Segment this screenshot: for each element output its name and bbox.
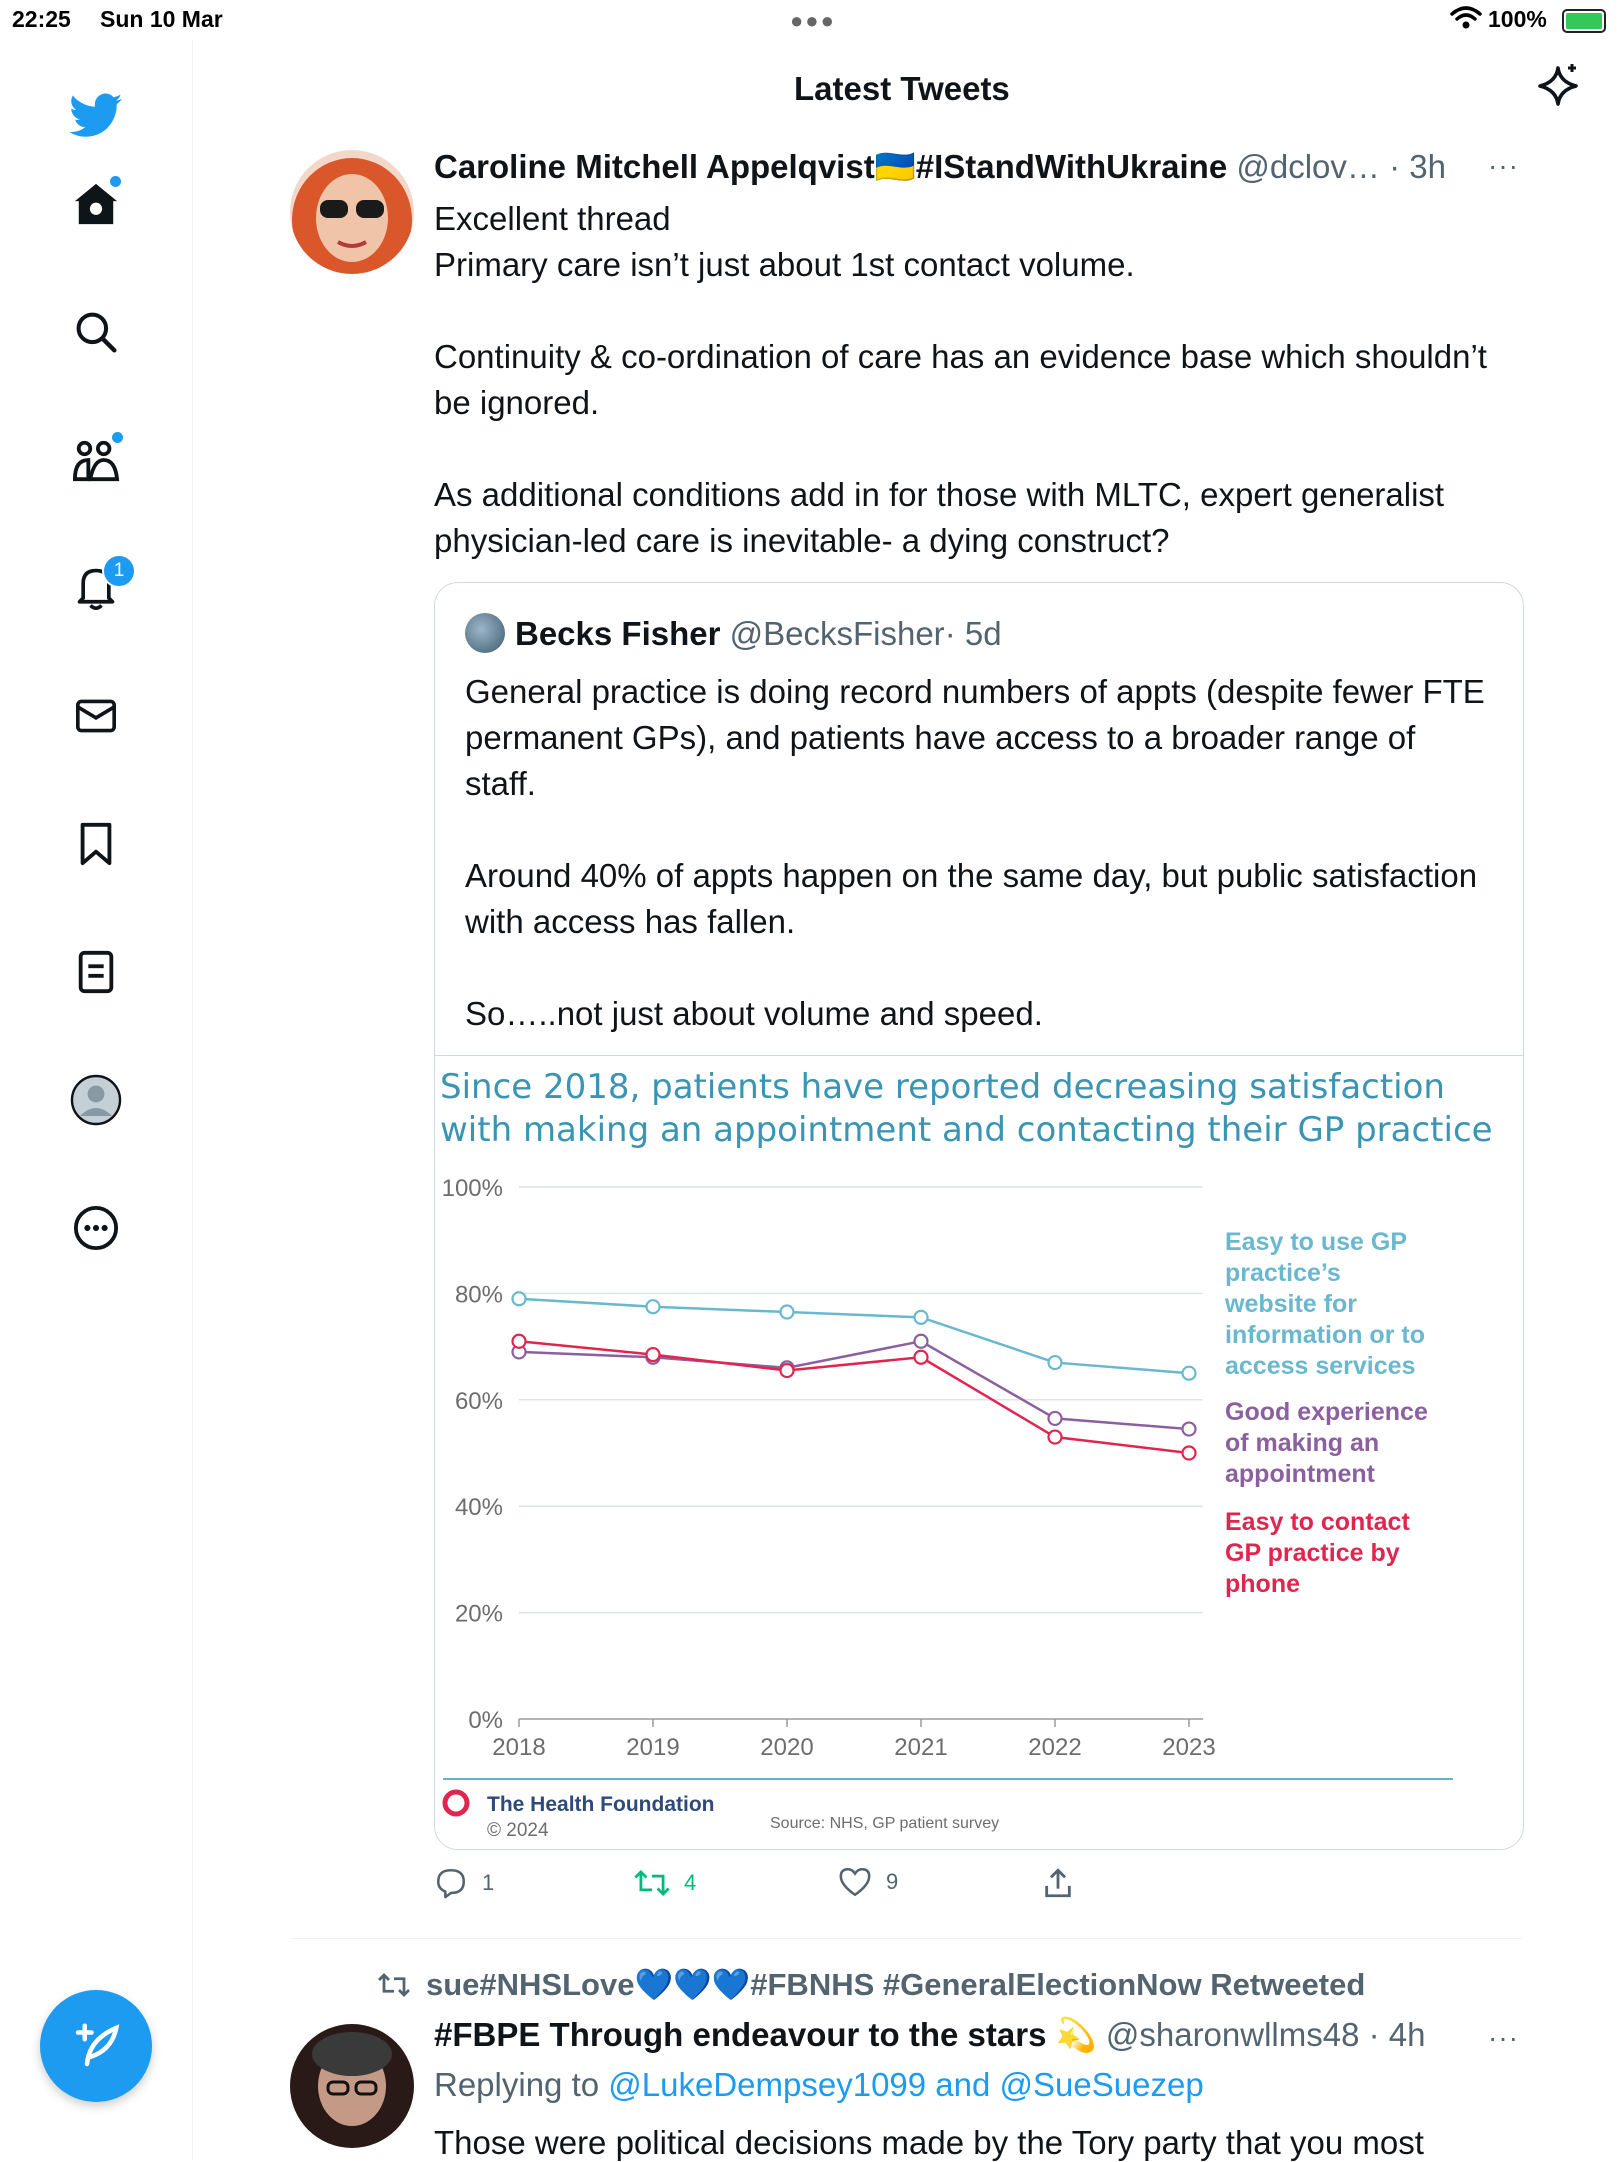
share-icon [1042,1866,1074,1900]
legend-label: phone [1225,1570,1300,1598]
data-point [513,1292,526,1305]
legend-label: appointment [1225,1460,1375,1488]
y-tick-label: 100% [441,1175,503,1202]
line-chart [435,1056,1523,1849]
like-count: 9 [886,1869,899,1894]
home-notification-dot [110,176,121,187]
sidebar [0,40,193,2160]
retweet-icon [634,1866,670,1900]
messages-envelope-icon[interactable] [68,688,124,744]
y-tick-label: 60% [454,1387,503,1415]
data-point [1049,1412,1062,1425]
reply-count: 1 [482,1870,495,1895]
x-tick-label: 2023 [1162,1734,1216,1761]
tweet-name-line [434,148,1446,187]
footer-copyright: © 2024 [487,1820,549,1841]
compose-feather-icon [69,2019,123,2073]
retweet-icon [376,1970,412,2000]
x-tick-label: 2022 [1028,1734,1082,1761]
data-point [1183,1423,1196,1436]
status-bar [0,0,1620,40]
data-point [647,1348,660,1361]
tweet-time[interactable]: · 3h [1389,148,1446,185]
replying-to-users[interactable]: @LukeDempsey1099 and @SueSuezep [608,2066,1204,2103]
data-point [513,1335,526,1348]
tweet-author-avatar[interactable] [290,150,414,274]
tweet2-text: Those were political decisions made by the Tory party that you most [434,2124,1424,2161]
footer-source: Source: NHS, GP patient survey [770,1815,1000,1832]
chart-image[interactable] [435,1056,1523,1849]
quoted-tweet-header [465,613,1002,653]
notifications-bell-icon[interactable] [68,560,124,616]
footer-org: The Health Foundation [487,1793,715,1816]
data-point [647,1300,660,1313]
legend-label: of making an [1225,1429,1380,1457]
legend-label: Easy to use GP [1225,1228,1408,1256]
reply-button[interactable] [434,1866,494,1900]
tweet-separator [290,1938,1522,1939]
bookmark-icon[interactable] [68,816,124,872]
series-line [519,1341,1189,1429]
battery-icon [1562,9,1606,33]
status-date: Sun 10 Mar [100,6,223,32]
legend-label: practice’s [1225,1259,1341,1287]
quoted-tweet-time: · 5d [944,615,1002,652]
page-title: Latest Tweets [794,70,1010,107]
data-point [1183,1447,1196,1460]
x-tick-label: 2021 [894,1734,948,1761]
y-tick-label: 40% [454,1494,503,1522]
tweet-actions [434,1866,1114,1906]
data-point [1183,1367,1196,1380]
tweet2-time[interactable]: · 4h [1368,2016,1426,2053]
quoted-tweet-text: General practice is doing record numbers of appts (despite fewer FTE permanent GPs), and patients have access to a broader range of staff. Around 40% of appts happen on the same day, but public satisfaction with access has fallen. So…..not just about volume and speed. [465,673,1485,1032]
communities-notification-dot [112,432,123,443]
compose-tweet-button[interactable] [40,1990,152,2102]
quoted-author-handle: @BecksFisher [729,615,945,652]
replying-to-prefix: Replying to [434,2066,600,2103]
data-point [915,1311,928,1324]
tweet2-replying-to [434,2066,1204,2104]
twitter-bird-icon[interactable] [68,88,124,144]
tweet-more-icon[interactable]: ··· [1488,150,1519,181]
wifi-icon [1450,4,1482,38]
quoted-author-avatar [465,613,505,653]
y-tick-label: 0% [468,1707,503,1734]
tweet2-more-icon[interactable]: ··· [1488,2022,1519,2053]
series-line [519,1299,1189,1373]
home-icon[interactable] [68,176,124,232]
battery-percentage: 100% [1488,6,1547,32]
data-point [781,1306,794,1319]
legend-label: access services [1225,1352,1416,1380]
notifications-badge: 1 [102,554,136,588]
data-point [1049,1356,1062,1369]
communities-icon[interactable] [68,432,124,488]
legend-label: Good experience [1225,1398,1428,1426]
profile-avatar-icon[interactable] [68,1072,124,1128]
health-foundation-logo-icon [445,1792,467,1814]
share-button[interactable] [1042,1866,1074,1900]
legend-label: Easy to contact [1225,1508,1410,1536]
chart-title: Since 2018, patients have reported decreasing satisfaction with making an appointment and contacting their GP practice [440,1067,1493,1150]
tweet2-author-name[interactable]: #FBPE Through endeavour to the stars 💫 [434,2016,1097,2053]
data-point [915,1335,928,1348]
retweeted-by-line[interactable] [376,1966,1365,2003]
status-time: 22:25 [12,6,71,32]
legend-label: website for [1225,1290,1357,1318]
tweet-author-name[interactable]: Caroline Mitchell Appelqvist🇺🇦#IStandWithUkraine [434,148,1228,185]
multitasking-dots-icon[interactable]: ●●● [790,8,836,33]
y-tick-label: 80% [454,1281,503,1309]
retweet-button[interactable] [634,1866,696,1900]
x-tick-label: 2018 [492,1734,546,1761]
tweet2-name-line [434,2016,1426,2055]
legend-label: GP practice by [1225,1539,1400,1567]
tweet2-author-avatar[interactable] [290,2024,414,2148]
quoted-author-name: Becks Fisher [515,615,721,652]
heart-icon [838,1866,872,1898]
search-icon[interactable] [68,304,124,360]
more-circle-icon[interactable] [68,1200,124,1256]
data-point [915,1351,928,1364]
y-tick-label: 20% [454,1600,503,1628]
like-button[interactable] [838,1866,898,1898]
data-point [1049,1431,1062,1444]
x-tick-label: 2019 [626,1734,680,1761]
reply-icon [434,1866,468,1900]
retweeted-by-text: sue#NHSLove💙💙💙#FBNHS #GeneralElectionNow Retweeted [426,1967,1366,2002]
x-tick-label: 2020 [760,1734,814,1761]
quoted-tweet[interactable] [434,582,1524,1850]
lists-icon[interactable] [68,944,124,1000]
tweet2-author-handle[interactable]: @sharonwllms48 [1105,2016,1360,2053]
sparkle-icon[interactable] [1534,62,1582,115]
data-point [781,1364,794,1377]
legend-label: information or to [1225,1321,1425,1349]
tweet-text: Excellent thread Primary care isn’t just about 1st contact volume. Continuity & co-ordination of care has an evidence base which shouldn’t be ignored. As additional conditions add in for those with MLTC, expert generalist physician-led care is inevitable- a dying construct? [434,200,1487,559]
tweet-author-handle[interactable]: @dclov… [1236,148,1380,185]
series-line [519,1341,1189,1453]
retweet-count: 4 [684,1870,697,1895]
